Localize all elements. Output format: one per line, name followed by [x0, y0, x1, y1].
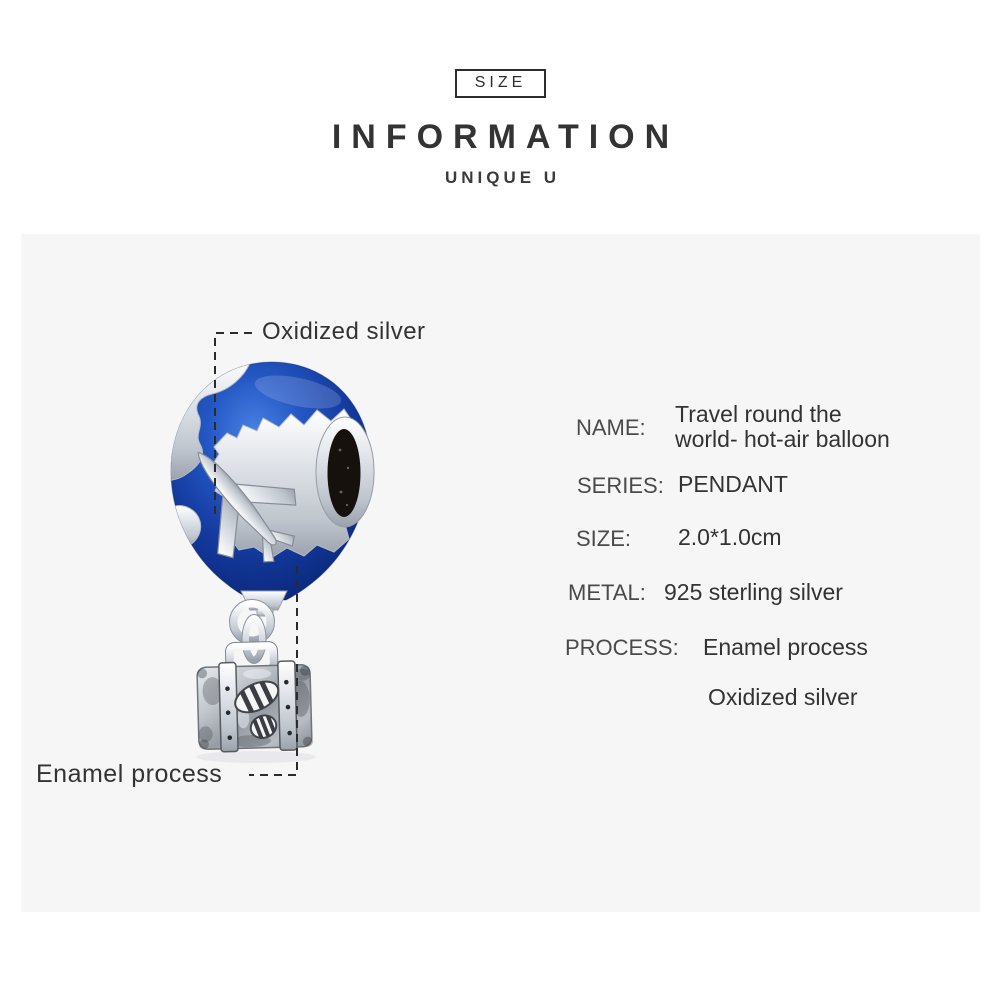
page-title: INFORMATION	[331, 118, 680, 156]
size-badge-wrap	[0, 69, 1001, 98]
spec-value-name	[675, 402, 890, 452]
spec-label-size: SIZE:	[576, 526, 632, 551]
spec-value-size: 2.0*1.0cm	[678, 524, 782, 550]
spec-value-name-line2: world- hot-air balloon	[675, 426, 890, 452]
bead-hole	[316, 417, 374, 527]
spec-value-metal: 925 sterling silver	[664, 579, 843, 605]
annotation-enamel-process: Enamel process	[36, 760, 223, 788]
spec-value-series: PENDANT	[678, 471, 788, 497]
spec-label-metal: METAL:	[568, 580, 646, 605]
annotation-oxidized-silver: Oxidized silver	[262, 318, 426, 345]
spec-value-name-line1: Travel round the	[675, 401, 842, 427]
spec-value-process-2: Oxidized silver	[708, 684, 858, 710]
spec-label-name: NAME:	[576, 415, 646, 440]
size-badge: SIZE	[455, 69, 547, 98]
brand-subtitle: UNIQUE U	[444, 168, 561, 187]
spec-label-process: PROCESS:	[565, 635, 679, 660]
spec-value-process: Enamel process	[703, 634, 868, 660]
product-image	[21, 234, 980, 912]
balloon-charm	[150, 358, 374, 664]
spec-label-series: SERIES:	[577, 473, 664, 498]
